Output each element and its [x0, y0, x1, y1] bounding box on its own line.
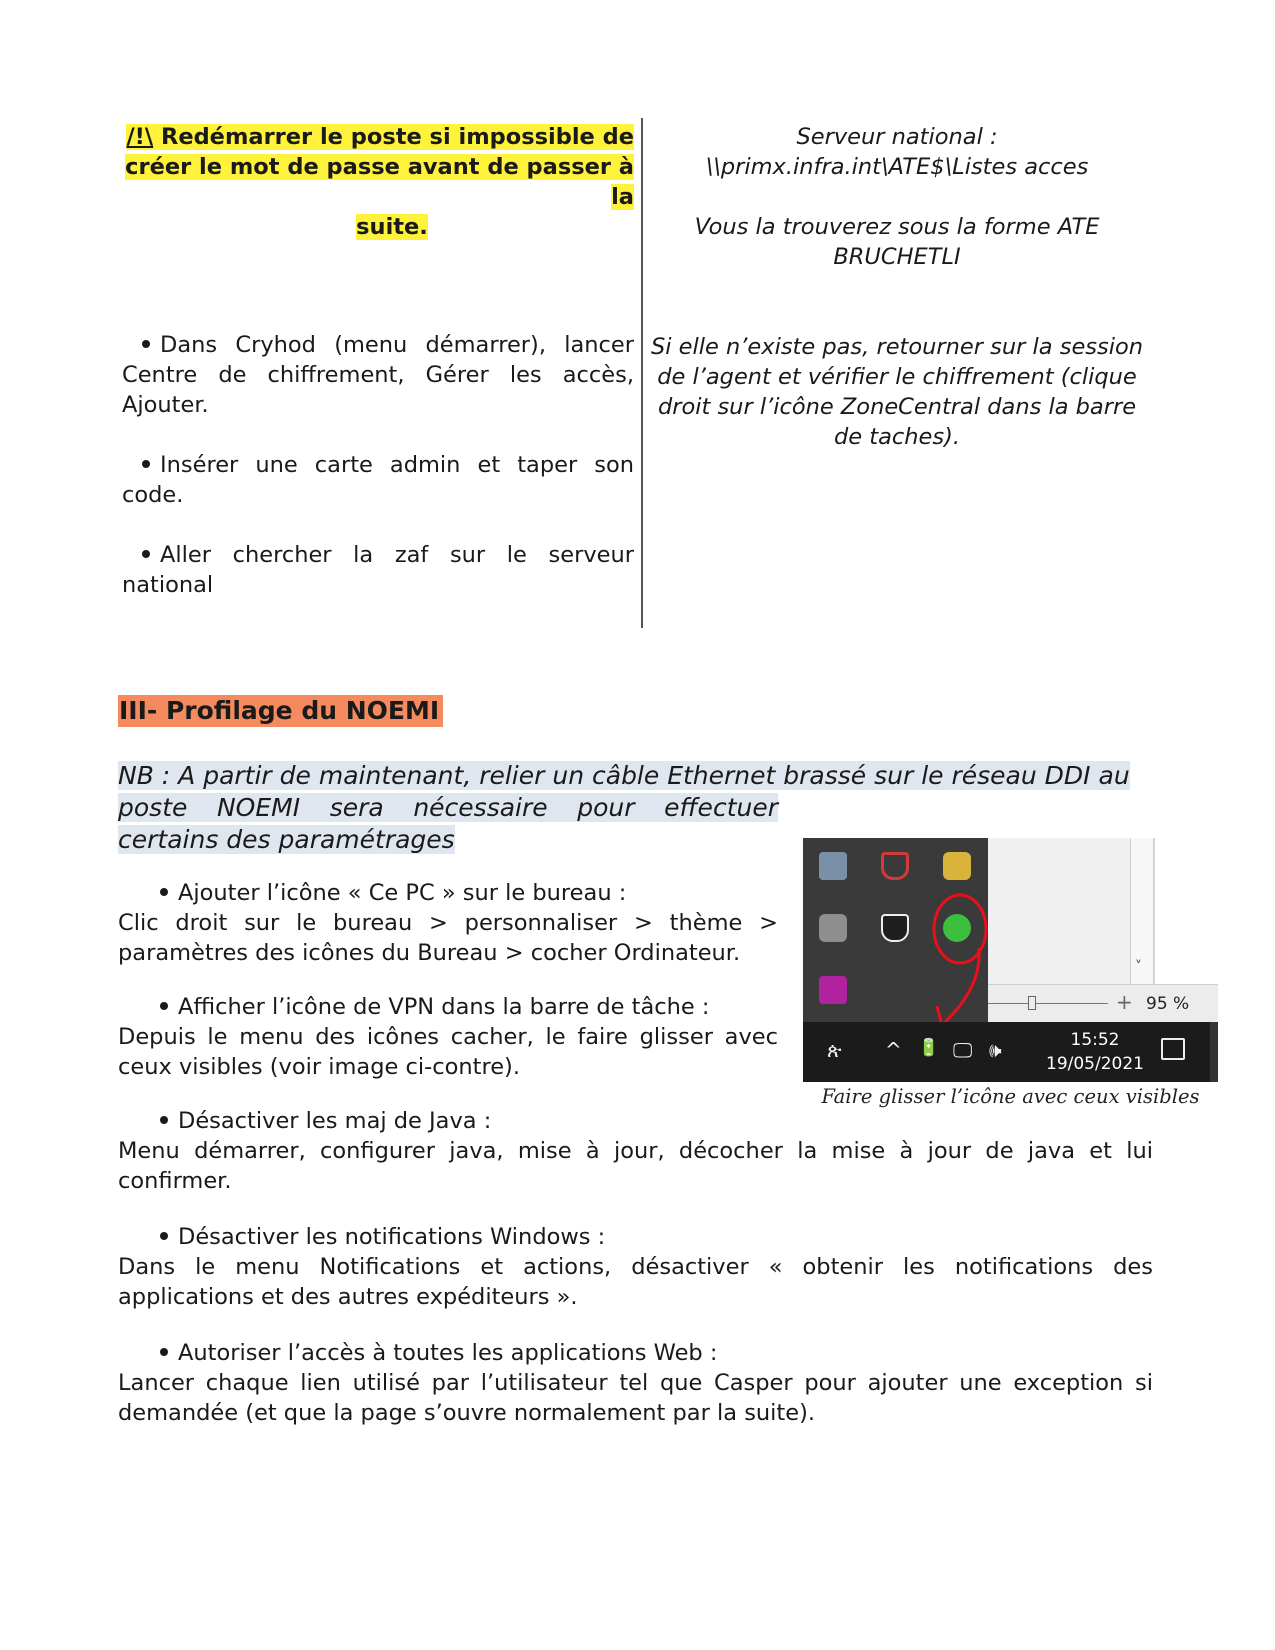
- list-item: Aller chercher la zaf sur le serveur national: [122, 542, 634, 598]
- volume-icon: 🕪: [989, 1038, 1002, 1062]
- step-vpn-icon: Afficher l’icône de VPN dans la barre de tâche : Depuis le menu des icônes cacher, le faire glisser avec ceux visibles (voir image ci-contre).: [118, 994, 778, 1080]
- section-title: III- Profilage du NOEMI: [118, 695, 443, 727]
- table-right-column: [650, 122, 1144, 452]
- bullet-icon: [160, 1002, 168, 1010]
- bullet-icon: [160, 888, 168, 896]
- form-hint-line-1: Vous la trouverez sous la forme ATE: [694, 214, 1100, 240]
- notification-center-icon: [1161, 1038, 1185, 1060]
- bullet-icon: [142, 340, 150, 348]
- bullet-icon: [160, 1232, 168, 1240]
- bullet-icon: [160, 1348, 168, 1356]
- step-web-apps: Autoriser l’accès à toutes les applications Web : Lancer chaque lien utilisé par l’utilisateur tel que Casper pour ajouter une exception si demandée (et que la page s’ouvre normalement par la suite).: [118, 1340, 1153, 1426]
- zoom-level: 95 %: [1146, 994, 1190, 1014]
- fallback-instructions: Si elle n’existe pas, retourner sur la session de l’agent et vérifier le chiffrement (clique droit sur l’icône ZoneCentral dans la barre de taches).: [650, 334, 1144, 450]
- bullet-icon: [142, 550, 150, 558]
- people-icon: ጵ: [827, 1038, 842, 1062]
- nb-line-3: certains des paramétrages: [118, 825, 455, 854]
- taskbar-clock: [1035, 1028, 1155, 1076]
- step-java-updates: Désactiver les maj de Java : Menu démarrer, configurer java, mise à jour, décocher la mise à jour de java et lui confirmer.: [118, 1108, 1153, 1194]
- clock-date: 19/05/2021: [1046, 1054, 1144, 1074]
- network-icon: 🖵: [953, 1038, 973, 1062]
- nb-line-2: poste NOEMI sera nécessaire pour effectuer: [118, 793, 778, 822]
- server-path: \\primx.infra.int\ATE$\Listes acces: [705, 154, 1089, 180]
- tray-screenshot: [803, 838, 1218, 1082]
- list-item: Dans Cryhod (menu démarrer), lancer Centre de chiffrement, Gérer les accès, Ajouter.: [122, 332, 634, 418]
- clock-time: 15:52: [1070, 1030, 1120, 1050]
- table-column-divider: [641, 118, 643, 628]
- warning-sign: /!\: [126, 124, 154, 150]
- form-hint-line-2: BRUCHETLI: [833, 244, 961, 270]
- step-windows-notifications: Désactiver les notifications Windows : Dans le menu Notifications et actions, désactiver « obtenir les notifications des applications et des autres expéditeurs ».: [118, 1224, 1153, 1310]
- chevron-up-icon: ^: [885, 1038, 902, 1062]
- chevron-down-icon: ˅: [1135, 959, 1142, 975]
- list-item: Insérer une carte admin et taper son code.: [122, 452, 634, 508]
- server-label: Serveur national :: [796, 124, 998, 150]
- bullet-icon: [160, 1116, 168, 1124]
- warning-line-3: suite.: [356, 214, 428, 240]
- table-left-column: [122, 122, 634, 600]
- step-add-this-pc: Ajouter l’icône « Ce PC » sur le bureau : Clic droit sur le bureau > personnaliser > thème > paramètres des icônes du Bureau > cocher Ordinateur.: [118, 880, 778, 966]
- battery-icon: 🔋: [918, 1038, 940, 1058]
- figure-caption: Faire glisser l’icône avec ceux visibles: [821, 1085, 1200, 1108]
- zoom-in-icon: +: [1116, 990, 1133, 1014]
- restart-warning: /!\ Redémarrer le poste si impossible de: [126, 124, 634, 150]
- taskbar: [803, 1022, 1218, 1082]
- warning-line-2: créer le mot de passe avant de passer à la: [125, 154, 634, 210]
- bullet-icon: [142, 460, 150, 468]
- nb-line-1: NB : A partir de maintenant, relier un câble Ethernet brassé sur le réseau DDI au: [118, 761, 1130, 790]
